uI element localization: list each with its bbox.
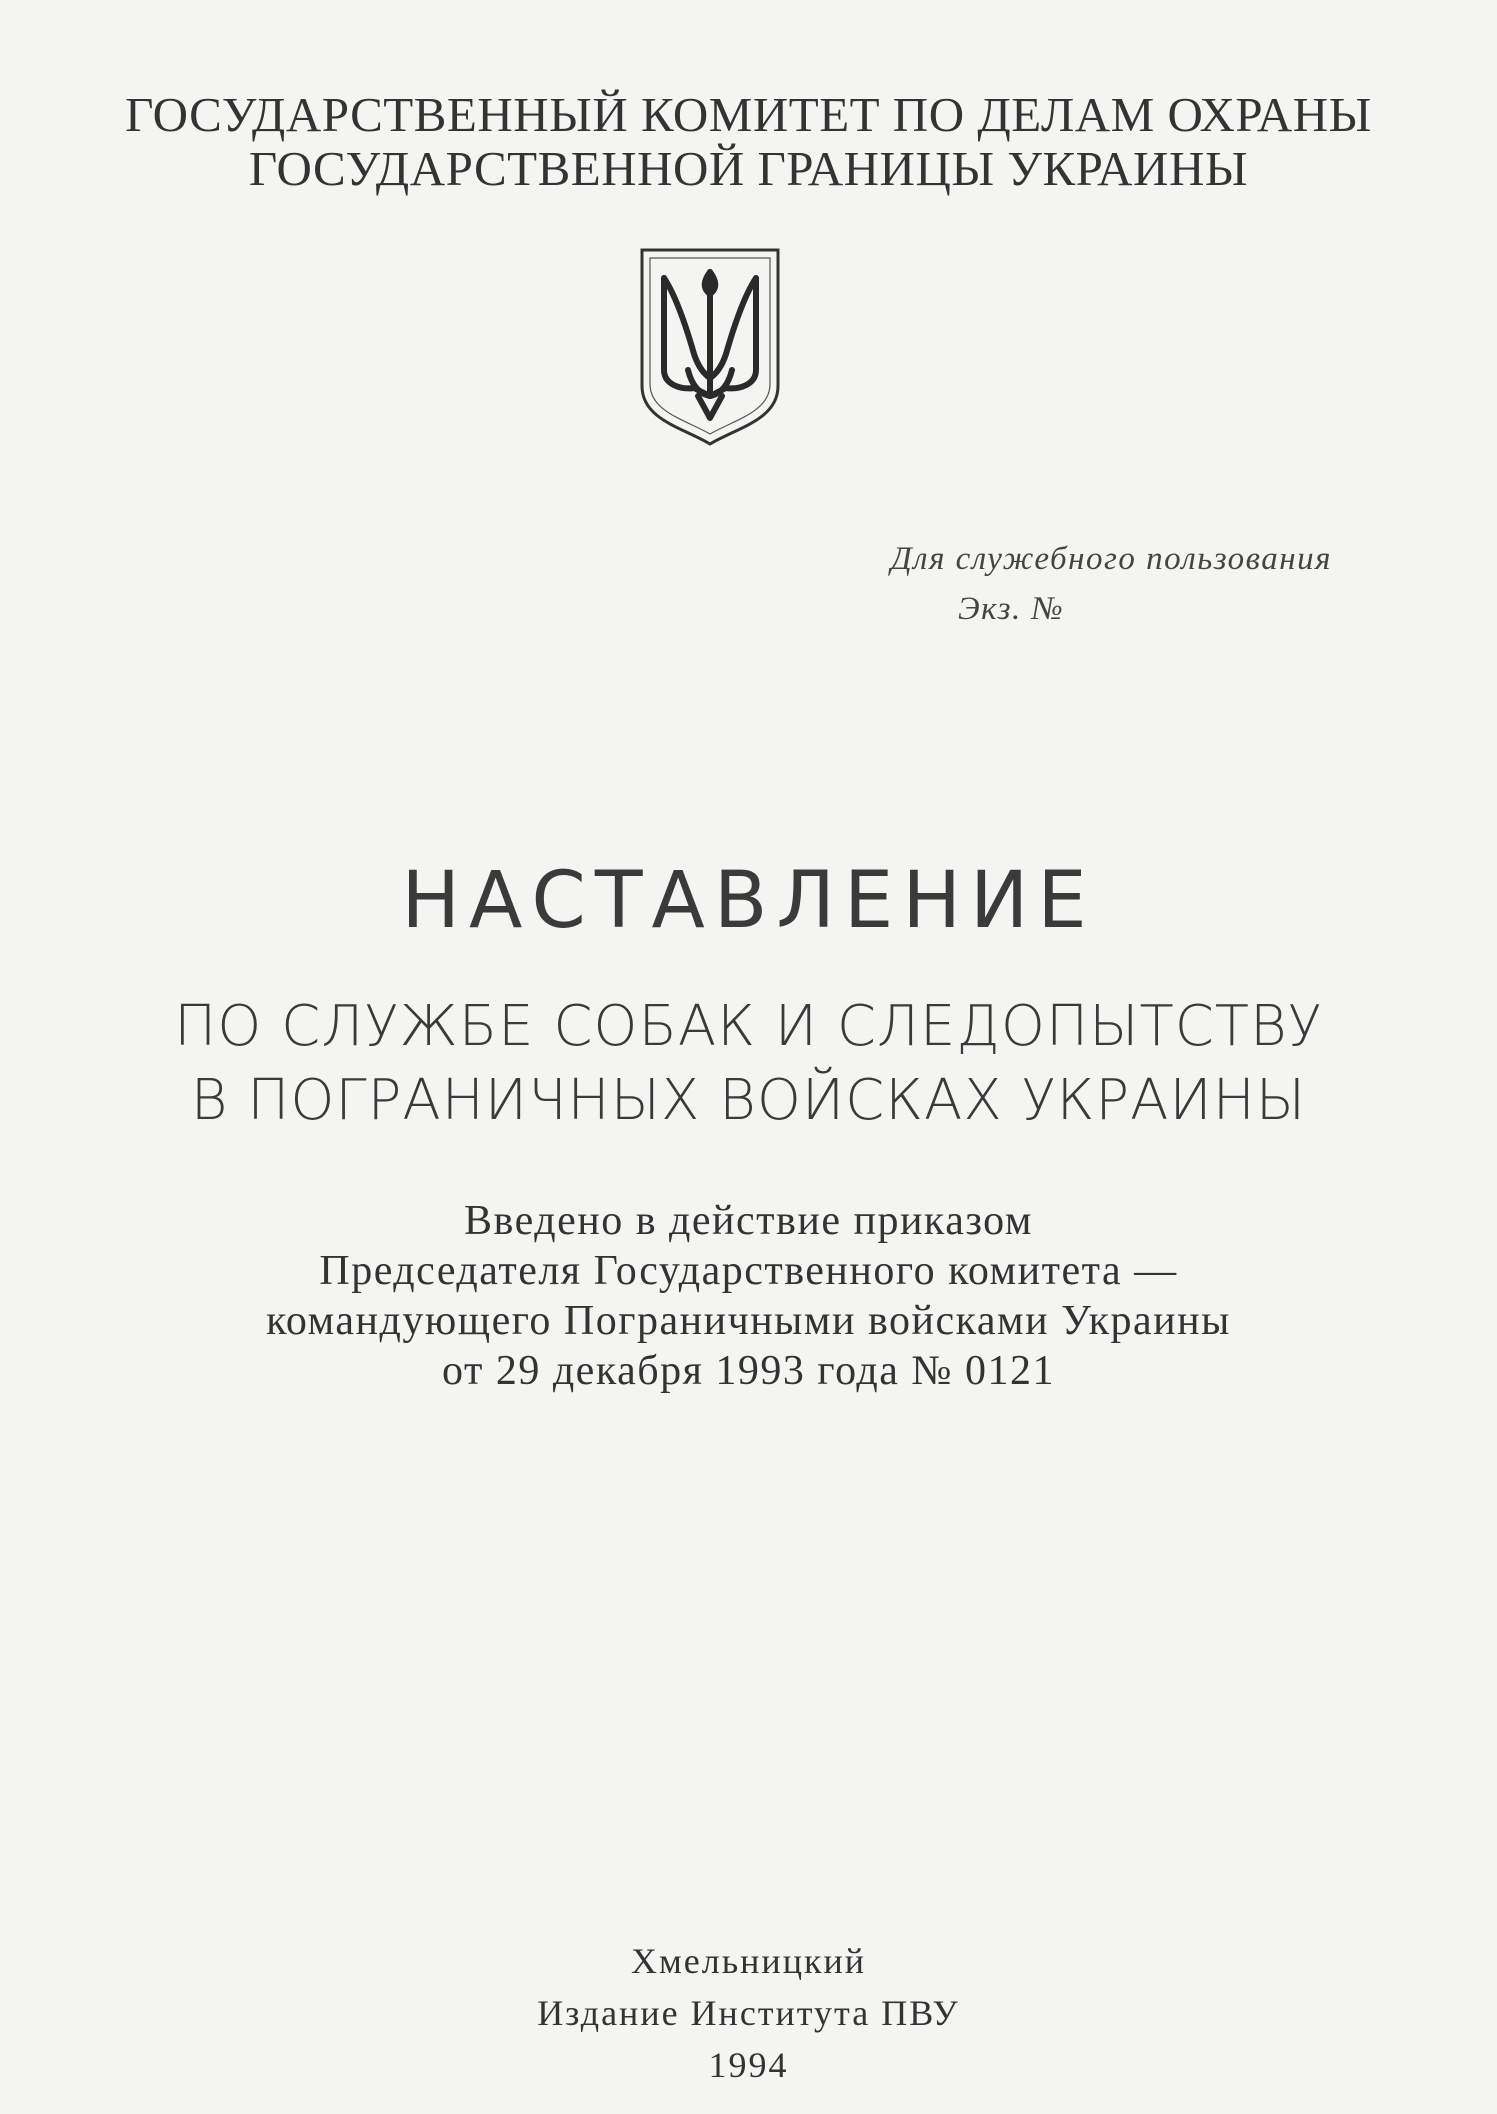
trident-coat-of-arms-icon <box>636 244 784 448</box>
publication-imprint <box>0 1935 1497 2091</box>
restriction-label: Для служебного пользования <box>890 541 1332 577</box>
document-title: НАСТАВЛЕНИЕ <box>401 856 1096 946</box>
imprint-publisher: Издание Института ПВУ <box>537 1993 960 2033</box>
enactment-order-line-4: от 29 декабря 1993 года № 0121 <box>442 1348 1055 1394</box>
enactment-order-line-3: командующего Пограничными войсками Украины <box>266 1298 1231 1344</box>
enactment-order-line-2: Председателя Государственного комитета — <box>319 1248 1178 1294</box>
document-subtitle-line-1: ПО СЛУЖБЕ СОБАК И СЛЕДОПЫТСТВУ <box>174 994 1323 1059</box>
issuing-authority <box>0 88 1497 196</box>
copy-number-label: Экз. № <box>958 591 1065 627</box>
issuing-authority-line-1: ГОСУДАРСТВЕННЫЙ КОМИТЕТ ПО ДЕЛАМ ОХРАНЫ <box>125 87 1372 142</box>
document-subtitle-line-2: В ПОГРАНИЧНЫХ ВОЙСКАХ УКРАИНЫ <box>190 1068 1307 1133</box>
enactment-order-line-1: Введено в действие приказом <box>464 1198 1033 1244</box>
document-subtitle <box>0 990 1497 1138</box>
imprint-city: Хмельницкий <box>631 1941 866 1981</box>
enactment-order <box>0 1196 1497 1396</box>
imprint-year: 1994 <box>708 2045 789 2085</box>
restriction-note <box>720 534 1400 634</box>
issuing-authority-line-2: ГОСУДАРСТВЕННОЙ ГРАНИЦЫ УКРАИНЫ <box>248 141 1249 196</box>
